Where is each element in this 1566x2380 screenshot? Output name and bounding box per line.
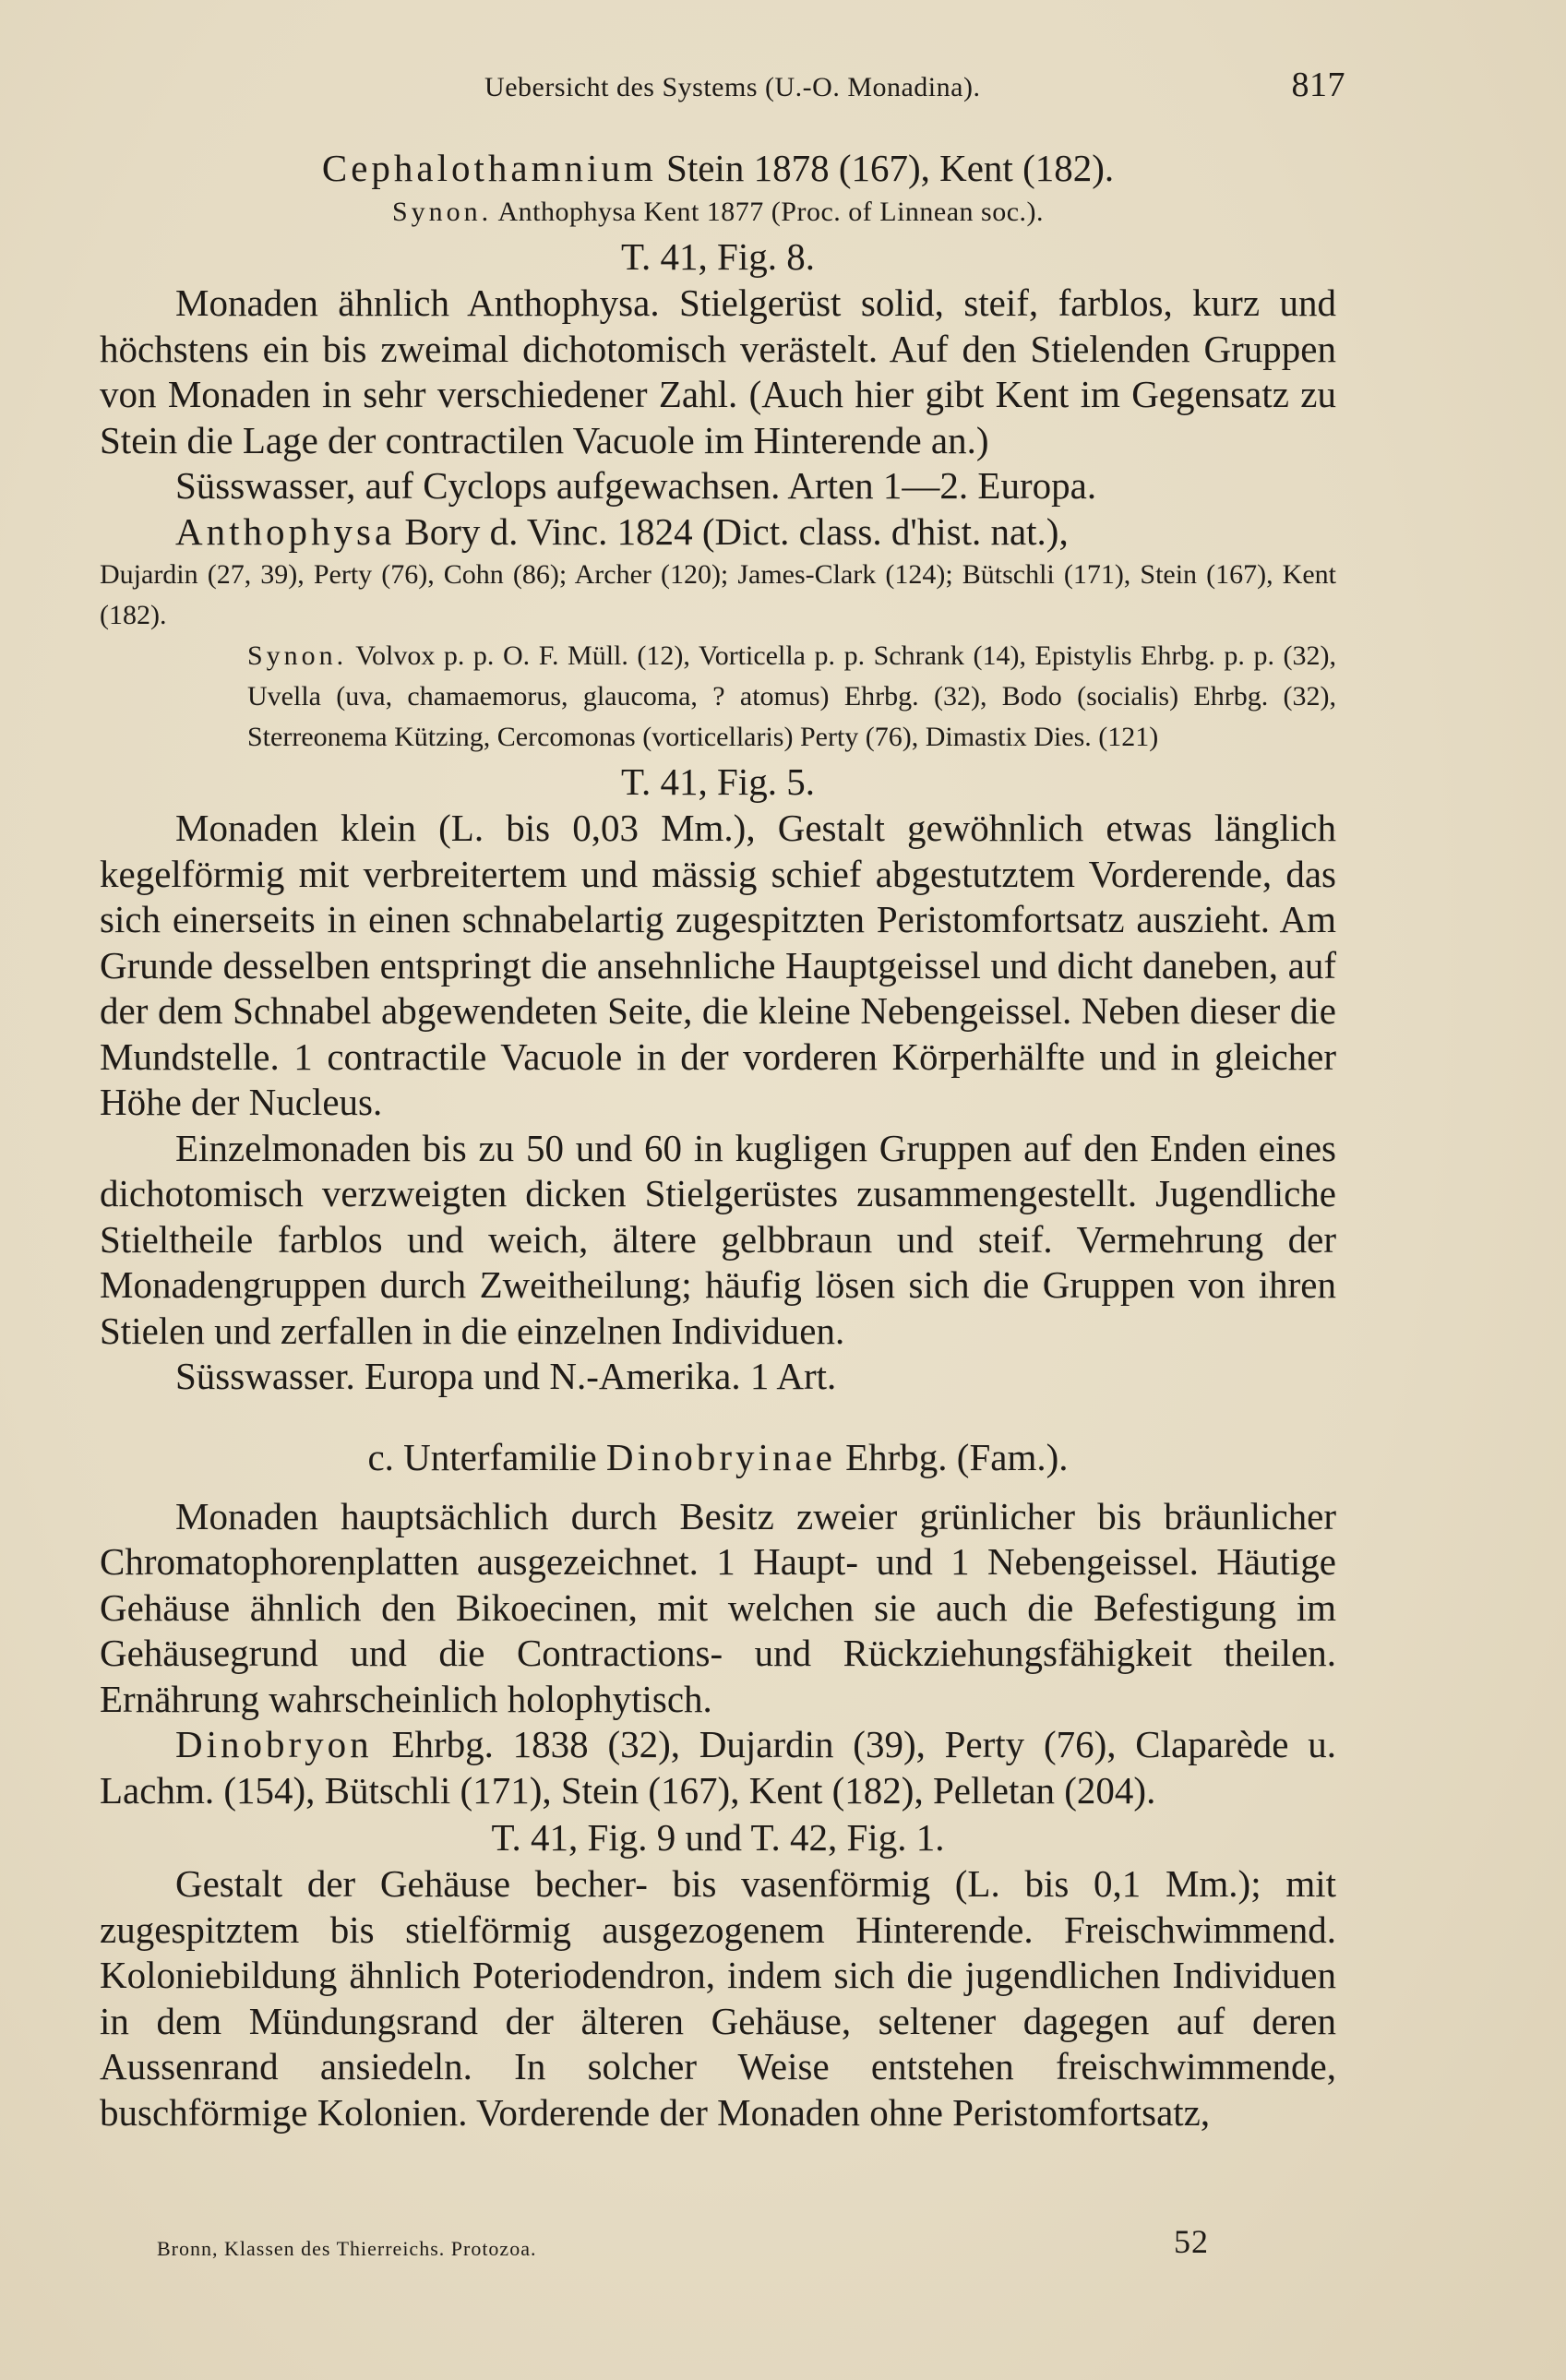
genus-name: Cephalothamnium: [321, 147, 657, 189]
genus-heading-cephalothamnium: [100, 144, 1336, 192]
genus-heading-dinobryon: [100, 1722, 1336, 1813]
subfamily-prefix: c. Unterfamilie: [367, 1435, 597, 1478]
genus-authority: Bory d. Vinc. 1824 (Dict. class. d'hist. nat.),: [404, 509, 1069, 553]
paragraph: Monaden ähnlich Anthophysa. Stielgerüst solid, steif, farblos, kurz und höchstens ein bis zweimal dichotomisch verästelt. Auf den Stielenden Gruppen von Monaden in sehr verschiedener Zahl. (Auch hier gibt Kent im Gegensatz zu Stein die Lage der contractilen Vacuole im Hinterende an.): [100, 281, 1336, 461]
genus-heading-anthophysa: [100, 509, 1336, 556]
running-header: [100, 65, 1345, 105]
spacer: [100, 1481, 1336, 1494]
subfamily-name: Dinobryinae: [605, 1435, 836, 1478]
figure-ref: T. 41, Fig. 9 und T. 42, Fig. 1.: [491, 1816, 945, 1859]
page-body: [100, 55, 1345, 2135]
figure-ref: T. 41, Fig. 8.: [621, 235, 815, 278]
synon-label: Synon.: [391, 197, 493, 227]
genus-authority: Ehrbg. 1838 (32), Dujardin (39), Perty (76), Claparède u. Lachm. (154), Bütschli (171), Stein (167), Kent (182), Pelletan (204).: [100, 1723, 1336, 1812]
page-number: 817: [1291, 66, 1345, 104]
paragraph: Einzelmonaden bis zu 50 und 60 in kugligen Gruppen auf den Enden eines dichotomisch verzweigten dicken Stielgerüstes zusammengestellt. Jugendliche Stieltheile farblos und weich, ältere gelbbraun und steif. Vermehrung der Monadengruppen durch Zweitheilung; häufig lösen sich die Gruppen von ihren Stielen und zerfallen in die einzelnen Individuen.: [100, 1126, 1336, 1352]
subfamily-suffix: Ehrbg. (Fam.).: [845, 1435, 1069, 1478]
paragraph: Süsswasser, auf Cyclops aufgewachsen. Arten 1—2. Europa.: [175, 464, 1097, 507]
synonym-block: [100, 636, 1336, 758]
paragraph: Monaden klein (L. bis 0,03 Mm.), Gestalt gewöhnlich etwas länglich kegelförmig mit verbreitertem und mässig schief abgestutztem Vorderende, das sich einerseits in einen schnabelartig zugespitzten Peristomfortsatz auszieht. Am Grunde desselben entspringt die ansehnliche Hauptgeissel und dicht daneben, auf der dem Schnabel abgewendeten Seite, die kleine Nebengeissel. Neben dieser die Mundstelle. 1 contractile Vacuole in der vorderen Körperhälfte und in gleicher Höhe der Nucleus.: [100, 807, 1336, 1123]
spacer: [100, 1400, 1336, 1433]
synon-label: Synon.: [247, 640, 348, 671]
figure-ref: T. 41, Fig. 5.: [621, 760, 815, 803]
footer-citation: Bronn, Klassen des Thierreichs. Protozoa.: [157, 2237, 537, 2260]
signature-mark: 52: [1174, 2223, 1209, 2260]
genus-authority: Stein 1878 (167), Kent (182).: [666, 147, 1115, 189]
header-title: Uebersicht des Systems (U.-O. Monadina).: [484, 72, 981, 102]
paragraph: Gestalt der Gehäuse becher- bis vasenförmig (L. bis 0,1 Mm.); mit zugespitztem bis stielförmig ausgezogenem Hinterende. Freischwimmend. Koloniebildung ähnlich Poteriodendron, indem sich die jugendlichen Individuen in dem Mündungsrand der älteren Gehäuse, seltener dagegen auf deren Aussenrand ansiedeln. In solcher Weise entstehen freischwimmende, buschförmige Kolonien. Vorderende der Monaden ohne Peristomfortsatz,: [100, 1862, 1336, 2134]
genus-name: Dinobryon: [175, 1723, 373, 1765]
subfamily-heading: [100, 1433, 1336, 1481]
paragraph: Süsswasser. Europa und N.-Amerika. 1 Art.: [175, 1355, 837, 1397]
synonym-line: [100, 192, 1336, 233]
paragraph: Monaden hauptsächlich durch Besitz zweier grünlicher bis bräunlicher Chromatophorenplatten ausgezeichnet. 1 Haupt- und 1 Nebengeissel. Häutige Gehäuse ähnlich den Bikoecinen, mit welchen sie auch die Befestigung im Gehäusegrund und die Contractions- und Rückziehungsfähigkeit theilen. Ernährung wahrscheinlich holophytisch.: [100, 1494, 1336, 1720]
genus-name: Anthophysa: [175, 509, 396, 553]
synon-text: Anthophysa Kent 1877 (Proc. of Linnean soc.).: [497, 197, 1045, 227]
synon-text: Volvox p. p. O. F. Müll. (12), Vorticella p. p. Schrank (14), Epistylis Ehrbg. p. p. (32), Uvella (uva, chamaemorus, glaucoma, ? atomus) Ehrbg. (32), Bodo (socialis) Ehrbg. (32), Sterreonema Kützing, Cercomonas (vorticellaris) Perty (76), Dimastix Dies. (121): [247, 640, 1336, 752]
references: Dujardin (27, 39), Perty (76), Cohn (86); Archer (120); James-Clark (124); Bütschli (171), Stein (167), Kent (182).: [100, 559, 1336, 630]
page-footer: [157, 2222, 1209, 2261]
